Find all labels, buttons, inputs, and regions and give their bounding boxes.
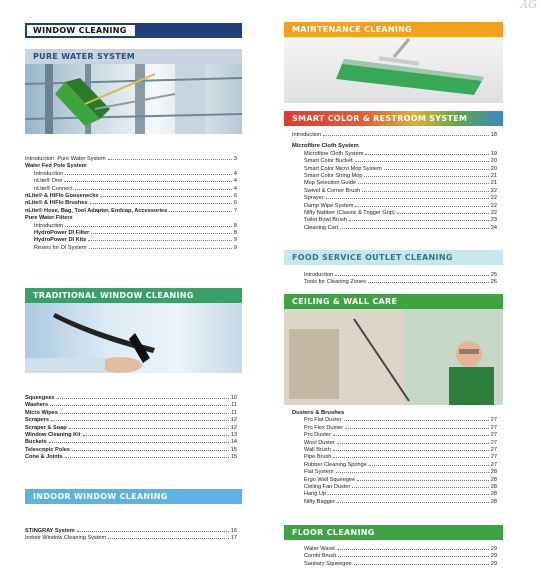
toc-title: Micro Wipes [25, 409, 58, 416]
toc-row[interactable] [292, 425, 497, 432]
toc-title: Sanitary Squeegee [304, 560, 352, 567]
toc-row[interactable] [25, 200, 237, 207]
smart-color-subheading: Microfibre Cloth System [292, 143, 359, 150]
floor-toc [304, 546, 497, 568]
toc-page: 16 [230, 528, 237, 534]
toc-leader [369, 464, 489, 466]
toc-leader [358, 182, 489, 184]
toc-leader [344, 419, 489, 421]
maintenance-header [284, 22, 503, 37]
toc-page: 27 [490, 439, 497, 446]
toc-title: Resins for DI System [34, 244, 87, 251]
toc-page: 12 [230, 417, 237, 424]
ceiling-toc [292, 410, 497, 506]
toc-page: 29 [490, 553, 497, 560]
ceiling-title: CEILING & WALL CARE [292, 297, 398, 306]
toc-page: 8 [233, 222, 237, 229]
toc-leader [65, 173, 232, 175]
toc-row[interactable] [25, 230, 237, 237]
toc-leader [323, 134, 489, 136]
toc-title: Squeegees [25, 395, 55, 401]
toc-page: 28 [490, 491, 497, 498]
toc-leader [338, 555, 488, 557]
toc-leader [57, 397, 229, 399]
toc-row[interactable] [25, 163, 237, 170]
toc-page: 14 [230, 439, 237, 446]
toc-page: 8 [233, 230, 237, 237]
toc-title: HydroPower DI Filter [34, 230, 90, 237]
toc-page: 27 [490, 461, 497, 468]
toc-page: 3 [233, 156, 237, 162]
toc-page: 13 [230, 432, 237, 439]
toc-page: 19 [490, 150, 497, 157]
toc-leader [337, 548, 489, 550]
toc-title: Hang Up [304, 491, 327, 498]
toc-page: 27 [490, 447, 497, 454]
toc-title: Scraper & Soap [25, 424, 67, 431]
toc-row[interactable] [292, 432, 497, 439]
toc-row[interactable] [25, 186, 237, 193]
toc-title: Ceiling Fan Duster [304, 484, 351, 491]
toc-row[interactable] [292, 203, 497, 210]
toc-page: 15 [230, 454, 237, 461]
toc-page: 25 [490, 272, 497, 278]
toc-title: Pure Water Filters [25, 215, 73, 222]
toc-page: 23 [490, 217, 497, 224]
toc-title: nLite® Connect [34, 185, 73, 192]
pure-water-title: PURE WATER SYSTEM [33, 52, 135, 61]
toc-leader [333, 449, 489, 451]
pure-water-header [25, 49, 242, 64]
toc-leader [362, 190, 488, 192]
toc-page: 11 [231, 402, 237, 409]
toc-page: 6 [233, 193, 237, 200]
toc-row[interactable] [292, 210, 497, 217]
toc-page: 9 [233, 237, 237, 244]
toc-page: 28 [490, 498, 497, 505]
toc-leader [340, 227, 489, 229]
toc-title: nLite® & HiFlo Goosenecks [25, 193, 99, 200]
toc-title: Nifty Bagger [304, 498, 335, 505]
toc-leader [349, 219, 489, 221]
toc-title: Water Fed Pole System [25, 163, 87, 170]
toc-leader [336, 471, 489, 473]
traditional-header [25, 288, 242, 303]
toc-title: Introduction [304, 272, 334, 278]
toc-page: 21 [490, 173, 497, 180]
toc-leader [368, 281, 489, 283]
toc-row[interactable] [25, 439, 237, 446]
toc-row[interactable] [25, 535, 237, 542]
toc-row[interactable] [292, 151, 497, 158]
toc-page: 4 [233, 178, 237, 185]
toc-row[interactable] [304, 279, 497, 286]
toc-row[interactable] [292, 188, 497, 195]
toc-row[interactable] [25, 395, 237, 402]
toc-title: Smart Color Bucket [304, 158, 353, 165]
indoor-toc [25, 528, 237, 543]
toc-title: HydroPower DI Kits [34, 237, 87, 244]
toc-row[interactable] [25, 402, 237, 409]
pure-water-toc [25, 156, 237, 252]
toc-title: Wool Duster [304, 439, 335, 446]
floor-header [284, 525, 503, 540]
toc-page: 26 [490, 279, 497, 286]
toc-row[interactable] [292, 417, 497, 424]
toc-title: Indoor Window Cleaning System [25, 535, 107, 542]
toc-page: 17 [230, 535, 237, 542]
toc-row[interactable] [292, 477, 497, 484]
toc-title: Flat System [304, 469, 334, 476]
toc-title: Cone & Joints [25, 454, 63, 461]
toc-row[interactable] [292, 225, 497, 232]
food-header [284, 250, 503, 265]
toc-row[interactable] [292, 195, 497, 202]
toc-row[interactable] [304, 553, 497, 560]
toc-title: Smart Color Micro Mop System [304, 165, 382, 172]
toc-row[interactable] [25, 454, 237, 461]
ceiling-subheading: Dusters & Brushes [292, 410, 345, 416]
toc-row[interactable] [292, 454, 497, 461]
toc-leader [354, 563, 489, 565]
toc-leader [49, 441, 229, 443]
toc-row[interactable] [25, 156, 237, 163]
toc-leader [65, 225, 232, 227]
toc-row[interactable] [25, 178, 237, 185]
toc-page: 7 [233, 207, 237, 214]
toc-row[interactable] [292, 484, 497, 491]
toc-leader [384, 168, 489, 170]
toc-title: nLite® Hose, Bag, Tool Adapter, Endcap, Accessories [25, 207, 168, 214]
toc-leader [100, 195, 231, 197]
toc-title: Pro Flex Duster [304, 424, 343, 431]
toc-leader [397, 212, 489, 214]
toc-title: Washers [25, 402, 49, 409]
toc-title: Cleaning Cart [304, 224, 339, 231]
toc-leader [91, 232, 232, 234]
ceiling-photo [284, 309, 503, 405]
toc-row[interactable] [25, 208, 237, 215]
toc-page: 4 [233, 170, 237, 177]
maintenance-photo [284, 37, 503, 103]
toc-row[interactable] [292, 173, 497, 180]
toc-title: Introduction [292, 132, 322, 138]
toc-leader [75, 188, 232, 190]
toc-title: Telescopic Poles [25, 446, 70, 453]
toc-leader [89, 247, 232, 249]
toc-page: 9 [233, 244, 237, 251]
toc-title: Introduction: Pure Water System [25, 156, 106, 162]
toc-page: 27 [490, 454, 497, 461]
maintenance-title: MAINTENANCE CLEANING [292, 25, 413, 34]
toc-leader [333, 456, 488, 458]
toc-title: Introduction [34, 170, 64, 177]
toc-title: Pro Duster [304, 432, 331, 439]
smart-color-title: SMART COLOR & RESTROOM SYSTEM [292, 114, 468, 123]
toc-row[interactable] [25, 215, 237, 222]
toc-title: Ergo Wall Squeegee [304, 476, 356, 483]
toc-title: Nifty Nabber (Classic & Trigger Grip) [304, 210, 395, 217]
toc-leader [108, 158, 232, 160]
toc-leader [72, 449, 229, 451]
toc-row[interactable] [25, 410, 237, 417]
toc-row[interactable] [25, 425, 237, 432]
toc-page: 29 [490, 546, 497, 552]
corner-mark: AG [520, 0, 537, 11]
toc-title: Pro Flat Duster [304, 417, 342, 424]
toc-row[interactable] [25, 447, 237, 454]
toc-row[interactable] [304, 546, 497, 553]
toc-page: 20 [490, 165, 497, 172]
toc-page: 22 [490, 187, 497, 194]
toc-leader [65, 456, 229, 458]
toc-page: 27 [490, 417, 497, 424]
toc-row[interactable] [304, 272, 497, 279]
smart-color-toc [292, 132, 497, 232]
toc-row[interactable] [292, 166, 497, 173]
toc-title: Smart Color String Mop [304, 173, 363, 180]
toc-leader [365, 153, 488, 155]
toc-row[interactable] [25, 417, 237, 424]
toc-page: 28 [490, 476, 497, 483]
toc-row[interactable] [292, 499, 497, 506]
indoor-title: INDOOR WINDOW CLEANING [33, 492, 168, 501]
toc-leader [64, 180, 231, 182]
toc-row[interactable] [25, 528, 237, 535]
toc-row[interactable] [292, 462, 497, 469]
toc-row[interactable] [25, 223, 237, 230]
toc-title: Water Wand [304, 546, 335, 552]
toc-title: Toilet Bowl Brush [304, 217, 347, 224]
toc-page: 28 [490, 469, 497, 476]
toc-page: 20 [490, 158, 497, 165]
toc-page: 22 [490, 210, 497, 217]
toc-title: Buckets [25, 439, 47, 446]
toc-title: nLite® One [34, 178, 63, 185]
toc-page: 22 [490, 202, 497, 209]
indoor-header [25, 489, 242, 504]
toc-leader [333, 434, 489, 436]
toc-row[interactable] [292, 180, 497, 187]
toc-title: Window Cleaning Kit [25, 432, 81, 439]
toc-page: 29 [490, 560, 497, 567]
toc-title: Scrapers [25, 417, 49, 424]
toc-page: 10 [230, 395, 237, 401]
toc-title: Combi Brush [304, 553, 337, 560]
toc-row[interactable] [25, 245, 237, 252]
toc-page: 22 [490, 195, 497, 202]
toc-title: Introduction [34, 222, 64, 229]
toc-leader [337, 501, 489, 503]
toc-leader [326, 197, 489, 199]
toc-leader [69, 427, 229, 429]
toc-row[interactable] [292, 217, 497, 224]
toc-row[interactable] [25, 432, 237, 439]
toc-leader [352, 486, 488, 488]
toc-page: 24 [490, 224, 497, 231]
toc-page: 12 [230, 424, 237, 431]
toc-title: Damp Wipe System [304, 202, 354, 209]
toc-leader [83, 434, 229, 436]
traditional-toc [25, 395, 237, 462]
toc-row[interactable] [292, 469, 497, 476]
pure-water-photo [25, 64, 242, 134]
toc-title: Mop Selection Guide [304, 180, 356, 187]
toc-row[interactable] [292, 491, 497, 498]
toc-title: Pipe Brush [304, 454, 332, 461]
toc-leader [357, 479, 489, 481]
toc-row[interactable] [25, 237, 237, 244]
toc-page: 6 [233, 200, 237, 207]
window-cleaning-accent [135, 23, 242, 38]
toc-title: nLite® & HiFlo Brushes [25, 200, 88, 207]
traditional-title: TRADITIONAL WINDOW CLEANING [33, 291, 194, 300]
toc-leader [60, 412, 229, 414]
toc-title: Microfibre Cloth System [304, 150, 364, 157]
toc-page: 11 [231, 409, 237, 416]
window-cleaning-title: WINDOW CLEANING [33, 26, 127, 35]
toc-leader [335, 274, 489, 276]
toc-page: 28 [490, 484, 497, 491]
food-toc [304, 272, 497, 287]
toc-title: Swivel & Corner Brush [304, 187, 361, 194]
toc-page: 27 [490, 432, 497, 439]
toc-page: 27 [490, 424, 497, 431]
toc-row[interactable] [292, 440, 497, 447]
toc-leader [345, 427, 489, 429]
toc-title: Sprayer [304, 195, 324, 202]
toc-leader [355, 205, 488, 207]
toc-title: STINGRAY System [25, 528, 75, 534]
floor-title: FLOOR CLEANING [292, 528, 375, 537]
toc-row[interactable] [304, 561, 497, 568]
toc-page: 15 [230, 446, 237, 453]
toc-leader [90, 202, 232, 204]
traditional-photo [25, 303, 242, 373]
toc-page: 4 [233, 185, 237, 192]
toc-title: Tools for Cleaning Zones [304, 279, 366, 286]
toc-page: 21 [490, 180, 497, 187]
toc-leader [88, 239, 232, 241]
toc-leader [108, 537, 229, 539]
toc-leader [337, 442, 489, 444]
toc-title: Rubber Cleaning Sponge [304, 461, 367, 468]
food-title: FOOD SERVICE OUTLET CLEANING [292, 253, 453, 262]
toc-leader [77, 530, 229, 532]
toc-page: 18 [490, 132, 497, 138]
toc-leader [328, 493, 489, 495]
smart-color-header [284, 111, 503, 126]
toc-leader [51, 419, 229, 421]
toc-leader [364, 175, 488, 177]
toc-row[interactable] [292, 158, 497, 165]
toc-leader [169, 210, 232, 212]
ceiling-header [284, 294, 503, 309]
toc-title: Wall Brush [304, 447, 331, 454]
toc-leader [50, 404, 229, 406]
toc-leader [355, 160, 489, 162]
toc-row[interactable] [292, 447, 497, 454]
toc-row[interactable] [292, 132, 497, 139]
